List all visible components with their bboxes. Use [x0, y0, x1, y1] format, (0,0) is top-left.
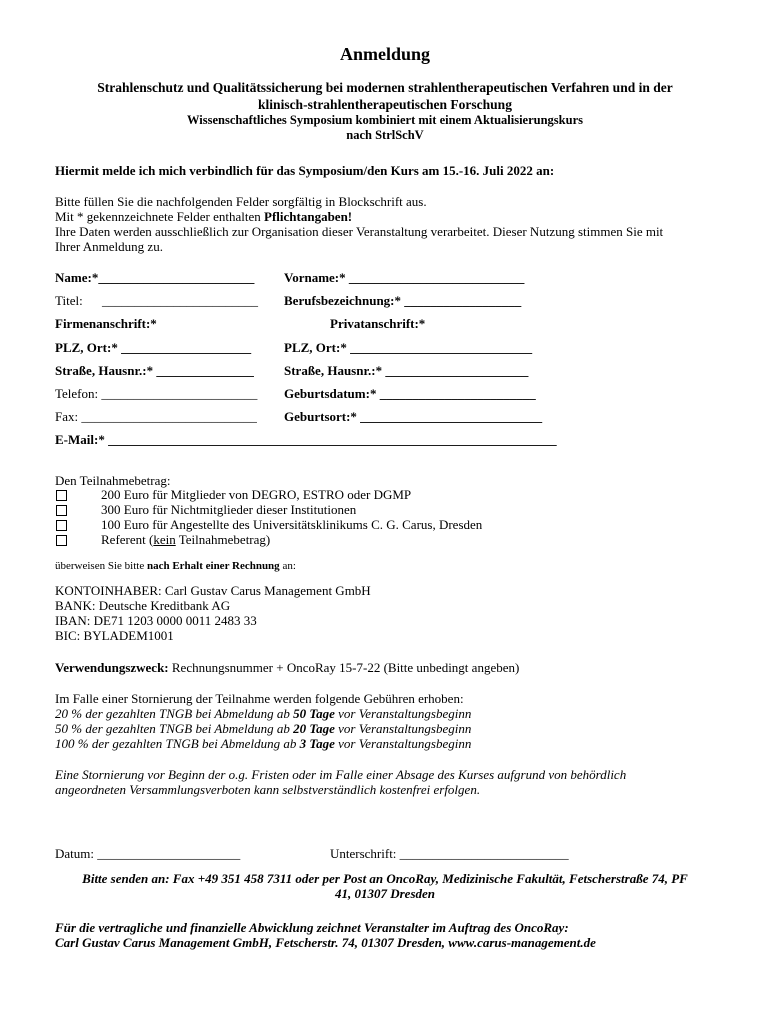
fee-option-member: 200 Euro für Mitglieder von DEGRO, ESTRO oder DGMP [101, 487, 412, 502]
titel-field[interactable]: ________________________ [102, 293, 258, 308]
binding-registration-text: Hiermit melde ich mich verbindlich für das Symposium/den Kurs am 15.-16. Juli 2022 an: [55, 163, 555, 178]
event-subtitle-line2: nach StrlSchV [346, 128, 424, 142]
transfer-condition: nach Erhalt einer Rechnung [146, 560, 280, 572]
rule-days: 20 Tage [293, 721, 335, 736]
signature-field[interactable]: Unterschrift: __________________________ [330, 846, 569, 861]
rule-prefix: 100 % der gezahlten TNGB bei Abmeldung ab [55, 736, 300, 751]
referent-suffix: Teilnahmebetrag) [175, 532, 271, 547]
fee-heading: Den Teilnahmebetrag: [55, 473, 171, 488]
email-field[interactable]: E-Mail:* _____________________________________________________________________ [55, 432, 557, 447]
firma-strasse-field[interactable]: Straße, Hausnr.:* _______________ [55, 363, 254, 378]
cancellation-intro: Im Falle einer Stornierung der Teilnahme werden folgende Gebühren erhoben: [55, 691, 464, 706]
date-field[interactable]: Datum: ______________________ [55, 846, 241, 861]
privat-plz-ort-field[interactable]: PLZ, Ort:* ____________________________ [284, 340, 533, 355]
page-title: Anmeldung [339, 44, 431, 64]
payment-reference-label: Verwendungszweck: [55, 660, 169, 675]
geburtsort-field[interactable]: Geburtsort:* ____________________________ [284, 409, 543, 424]
cancellation-note [55, 767, 626, 797]
privatanschrift-heading: Privatanschrift:* [330, 316, 426, 331]
instruction-line1: Bitte füllen Sie die nachfolgenden Felder sorgfältig in Blockschrift aus. [55, 194, 427, 209]
send-instructions [0, 871, 770, 901]
iban: IBAN: DE71 1203 0000 0011 2483 33 [55, 613, 257, 628]
fee-option-referent [101, 532, 270, 548]
cancellation-note-line1: Eine Stornierung vor Beginn der o.g. Fristen oder im Falle einer Absage des Kurses aufgrund von behördlich [55, 767, 627, 782]
event-title [0, 79, 770, 113]
rule-suffix: vor Veranstaltungsbeginn [334, 736, 472, 751]
rule-suffix: vor Veranstaltungsbeginn [334, 721, 472, 736]
rule-days: 50 Tage [293, 706, 335, 721]
firma-plz-ort-field[interactable]: PLZ, Ort:* ____________________ [55, 340, 252, 355]
account-holder: KONTOINHABER: Carl Gustav Carus Management GmbH [55, 583, 371, 598]
name-field[interactable]: Name:*________________________ [55, 270, 255, 285]
instruction-line2-text: Mit * gekennzeichnete Felder enthalten [55, 209, 265, 224]
fee-checkbox-employee[interactable] [56, 520, 67, 531]
transfer-instruction [55, 560, 296, 572]
bank-name: BANK: Deutsche Kreditbank AG [55, 598, 231, 613]
fax-field[interactable]: Fax: ___________________________ [55, 409, 257, 424]
privacy-line1: Ihre Daten werden ausschließlich zur Organisation dieser Veranstaltung verarbeitet. Dieser Nutzung stimmen Sie mit [55, 224, 664, 239]
organizer-line1: Für die vertragliche und finanzielle Abwicklung zeichnet Veranstalter im Auftrag des OncoRay: [55, 920, 569, 935]
cancellation-rule-20 [55, 721, 471, 736]
cancellation-rule-3 [55, 736, 471, 751]
referent-kein: kein [153, 532, 176, 547]
organizer-line2: Carl Gustav Carus Management GmbH, Fetscherstr. 74, 01307 Dresden, www.carus-management.de [55, 935, 596, 950]
telefon-field[interactable]: Telefon: ________________________ [55, 386, 258, 401]
rule-days: 3 Tage [299, 736, 335, 751]
event-title-line2: klinisch-strahlentherapeutischen Forschung [258, 97, 512, 112]
cancellation-section [55, 691, 471, 751]
cancellation-note-line2: angeordneten Versammlungsverboten kann selbstverständlich kostenfrei erfolgen. [55, 782, 481, 797]
bank-details [55, 583, 371, 643]
fee-checkbox-nonmember[interactable] [56, 505, 67, 516]
referent-text: Referent ( [101, 532, 154, 547]
titel-label: Titel: [55, 293, 83, 308]
bic: BIC: BYLADEM1001 [55, 628, 174, 643]
instruction-line2 [55, 209, 663, 224]
geburtsdatum-field[interactable]: Geburtsdatum:* ________________________ [284, 386, 536, 401]
fee-checkbox-member[interactable] [56, 490, 67, 501]
payment-reference-value: Rechnungsnummer + OncoRay 15-7-22 (Bitte unbedingt angeben) [168, 660, 520, 675]
transfer-prefix: überweisen Sie bitte [55, 560, 147, 572]
rule-prefix: 20 % der gezahlten TNGB bei Abmeldung ab [55, 706, 294, 721]
event-subtitle-line1: Wissenschaftliches Symposium kombiniert mit einem Aktualisierungskurs [187, 113, 583, 127]
privat-strasse-field[interactable]: Straße, Hausnr.:* ______________________ [284, 363, 529, 378]
send-instructions-line1: Bitte senden an: Fax +49 351 458 7311 oder per Post an OncoRay, Medizinische Fakultät, Fetscherstraße 74, PF [82, 871, 688, 886]
fee-option-employee: 100 Euro für Angestellte des Universitätsklinikums C. G. Carus, Dresden [101, 517, 483, 532]
organizer-info [55, 920, 596, 950]
fee-checkbox-referent[interactable] [56, 535, 67, 546]
send-instructions-line2: 41, 01307 Dresden [334, 886, 436, 901]
cancellation-rule-50 [55, 706, 471, 721]
event-subtitle [0, 113, 770, 143]
rule-prefix: 50 % der gezahlten TNGB bei Abmeldung ab [55, 721, 294, 736]
vorname-field[interactable]: Vorname:* ___________________________ [284, 270, 525, 285]
fee-option-nonmember: 300 Euro für Nichtmitglieder dieser Institutionen [101, 502, 357, 517]
rule-suffix: vor Veranstaltungsbeginn [334, 706, 472, 721]
event-title-line1: Strahlenschutz und Qualitätssicherung bei modernen strahlentherapeutischen Verfahren und in der [97, 80, 673, 95]
berufsbezeichnung-field[interactable]: Berufsbezeichnung:* __________________ [284, 293, 522, 308]
payment-reference [55, 660, 519, 676]
privacy-line2: Ihrer Anmeldung zu. [55, 239, 163, 254]
transfer-suffix: an: [279, 560, 296, 572]
firmenanschrift-heading: Firmenanschrift:* [55, 316, 157, 331]
mandatory-note: Pflichtangaben! [264, 209, 353, 224]
instructions [55, 194, 663, 254]
